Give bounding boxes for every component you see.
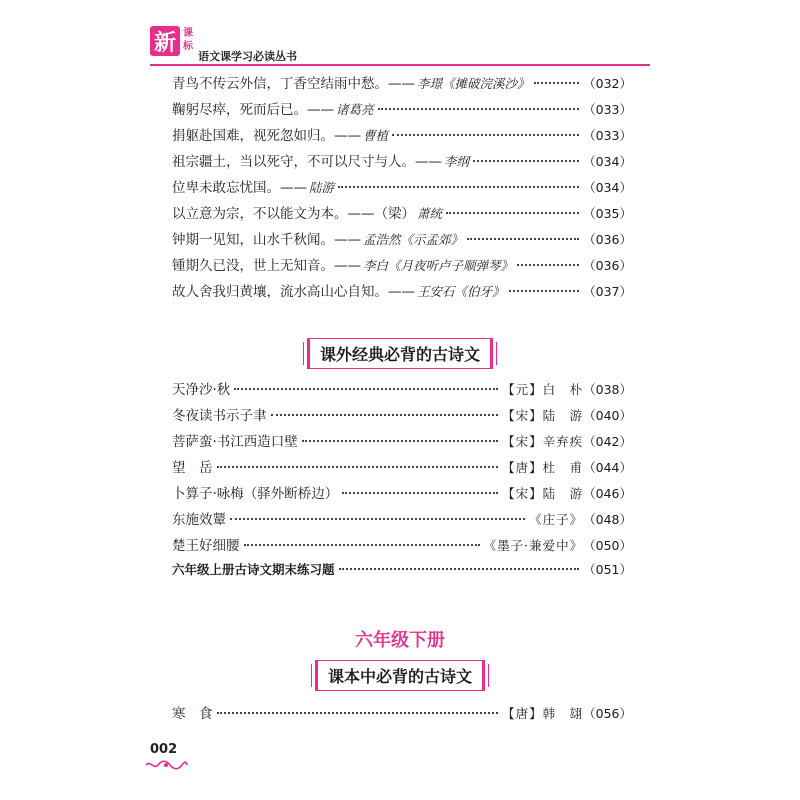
entry-page: （038） (583, 382, 632, 397)
leader-dots (392, 133, 579, 136)
leader-dots (446, 211, 579, 214)
toc-entry[interactable] (172, 280, 632, 306)
entry-author: 【元】白 朴 (502, 382, 584, 397)
entry-page: （034） (583, 180, 632, 195)
section3-list (172, 702, 632, 728)
leader-dots (302, 439, 498, 442)
series-title: 语文课学习必读丛书 (198, 50, 297, 63)
toc-entry[interactable] (172, 378, 632, 404)
entry-text: 东施效颦 (172, 512, 226, 528)
entry-author: 李璟《摊破浣溪沙》 (417, 76, 530, 91)
entry-author: 李白《月夜听卢子顺弹琴》 (363, 258, 514, 273)
entry-author: 诸葛亮 (336, 102, 374, 117)
entry-text: 位卑未敢忘忧国。—— (172, 180, 307, 196)
page-number: 002 (150, 742, 178, 757)
leader-dots (271, 413, 499, 416)
series-logo-sub: 课标 (183, 28, 193, 52)
leader-dots (230, 517, 525, 520)
entry-author: 王安石《伯牙》 (417, 284, 505, 299)
entry-page: （035） (583, 206, 632, 221)
leader-dots (244, 543, 480, 546)
entry-text: 以立意为宗，不以能文为本。——（梁） (172, 206, 415, 222)
entry-page: （033） (583, 128, 632, 143)
leader-dots (509, 289, 580, 292)
entry-text: 天净沙·秋 (172, 382, 231, 398)
entry-page: （046） (583, 486, 632, 501)
entry-page: （051） (583, 562, 632, 577)
section1-list (172, 72, 632, 306)
entry-author: 《墨子·兼爱中》 (483, 538, 584, 553)
entry-text: 卜算子·咏梅（驿外断桥边） (172, 486, 339, 502)
entry-author: 曹植 (363, 128, 389, 143)
entry-author: 陆游 (309, 180, 335, 195)
toc-entry[interactable] (172, 98, 632, 124)
toc-entry[interactable] (172, 456, 632, 482)
section2-list (172, 378, 632, 586)
leader-dots (378, 107, 580, 110)
entry-text: 祖宗疆土，当以死守，不可以尺寸与人。—— (172, 154, 442, 170)
toc-entry-exercise[interactable] (172, 560, 632, 586)
entry-author: 【宋】陆 游 (502, 486, 584, 501)
toc-entry[interactable] (172, 404, 632, 430)
entry-text: 菩萨蛮·书江西造口壁 (172, 434, 298, 450)
footer-ornament-icon (144, 760, 188, 770)
toc-entry[interactable] (172, 534, 632, 560)
toc-entry[interactable] (172, 482, 632, 508)
leader-dots (217, 711, 499, 714)
entry-page: （042） (583, 434, 632, 449)
entry-author: 【唐】杜 甫 (502, 460, 584, 475)
leader-dots (342, 491, 498, 494)
leader-dots (217, 465, 499, 468)
toc-entry[interactable] (172, 702, 632, 728)
entry-page: （037） (583, 284, 632, 299)
leader-dots (338, 185, 579, 188)
entry-page: （032） (583, 76, 632, 91)
toc-entry[interactable] (172, 72, 632, 98)
entry-page: （056） (583, 706, 632, 721)
entry-text: 钟期一见知，山水千秋闻。—— (172, 232, 361, 248)
toc-entry[interactable] (172, 254, 632, 280)
entry-author: 《庄子》 (529, 512, 584, 527)
entry-author: 【宋】陆 游 (502, 408, 584, 423)
entry-page: （036） (583, 232, 632, 247)
entry-text: 故人舍我归黄壤，流水高山心自知。—— (172, 284, 415, 300)
entry-page: （036） (583, 258, 632, 273)
grade-heading: 六年级下册 (355, 630, 445, 651)
section-heading-textbook: 课本中必背的古诗文 (315, 660, 485, 691)
header-divider (150, 64, 650, 66)
entry-text: 寒 食 (172, 706, 213, 722)
section-heading-extracurricular: 课外经典必背的古诗文 (307, 338, 493, 369)
leader-dots (473, 159, 579, 162)
entry-text: 青鸟不传云外信，丁香空结雨中愁。—— (172, 76, 415, 92)
entry-text: 楚王好细腰 (172, 538, 240, 554)
entry-author: 【宋】辛弃疾 (502, 434, 584, 449)
entry-page: （044） (583, 460, 632, 475)
entry-text: 捐躯赴国难，视死忽如归。—— (172, 128, 361, 144)
entry-author: 【唐】韩 翃 (502, 706, 584, 721)
entry-text: 冬夜读书示子聿 (172, 408, 267, 424)
entry-page: （050） (583, 538, 632, 553)
leader-dots (534, 81, 580, 84)
entry-author: 孟浩然《示孟郊》 (363, 232, 464, 247)
toc-entry[interactable] (172, 150, 632, 176)
entry-page: （040） (583, 408, 632, 423)
entry-page: （048） (583, 512, 632, 527)
toc-entry[interactable] (172, 508, 632, 534)
toc-entry[interactable] (172, 430, 632, 456)
entry-page: （033） (583, 102, 632, 117)
leader-dots (234, 387, 498, 390)
series-logo: 新 (150, 26, 180, 56)
entry-text: 鞠躬尽瘁，死而后已。—— (172, 102, 334, 118)
toc-entry[interactable] (172, 124, 632, 150)
entry-text: 锺期久已没，世上无知音。—— (172, 258, 361, 274)
toc-entry[interactable] (172, 202, 632, 228)
toc-entry[interactable] (172, 176, 632, 202)
leader-dots (517, 263, 579, 266)
leader-dots (339, 567, 580, 570)
entry-text: 望 岳 (172, 460, 213, 476)
entry-author: 李纲 (444, 154, 470, 169)
toc-entry[interactable] (172, 228, 632, 254)
leader-dots (467, 237, 579, 240)
page-header (150, 26, 650, 66)
entry-page: （034） (583, 154, 632, 169)
entry-text: 六年级上册古诗文期末练习题 (172, 562, 335, 577)
entry-author: 萧统 (417, 206, 443, 221)
